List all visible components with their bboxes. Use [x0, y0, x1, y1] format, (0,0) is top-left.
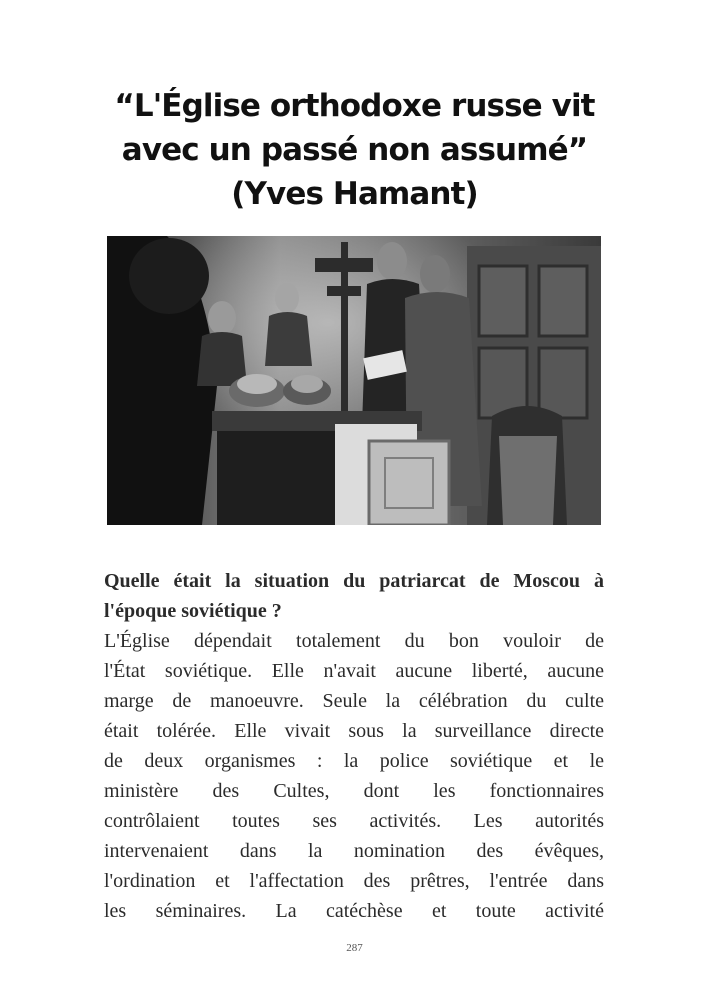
answer-line-8: intervenaient dans la nomination des évêques,	[104, 840, 604, 862]
article-title	[60, 84, 649, 216]
photo-illustration	[107, 236, 601, 525]
answer-line-10: les séminaires. La catéchèse et toute activité	[104, 900, 604, 922]
title-line-3: (Yves Hamant)	[231, 176, 478, 212]
answer-line-1: L'Église dépendait totalement du bon vouloir de	[104, 630, 604, 652]
answer-line-6: ministère des Cultes, dont les fonctionnaires	[104, 780, 604, 802]
answer-line-5: de deux organismes : la police soviétique et le	[104, 750, 604, 772]
answer-line-7: contrôlaient toutes ses activités. Les autorités	[104, 810, 604, 832]
page-number: 287	[346, 942, 363, 954]
title-line-2: avec un passé non assumé”	[121, 132, 588, 168]
interview-text	[104, 566, 604, 926]
title-line-1: “L'Église orthodoxe russe vit	[114, 88, 595, 124]
answer-line-2: l'État soviétique. Elle n'avait aucune liberté, aucune	[104, 660, 604, 682]
answer-line-9: l'ordination et l'affectation des prêtres, l'entrée dans	[104, 870, 604, 892]
interview-question-line-1: Quelle était la situation du patriarcat de Moscou à	[104, 570, 604, 592]
interview-question-line-2: l'époque soviétique ?	[104, 600, 282, 622]
answer-line-4: était tolérée. Elle vivait sous la surveillance directe	[104, 720, 604, 742]
archival-photo	[107, 236, 601, 525]
answer-line-3: marge de manoeuvre. Seule la célébration du culte	[104, 690, 604, 712]
